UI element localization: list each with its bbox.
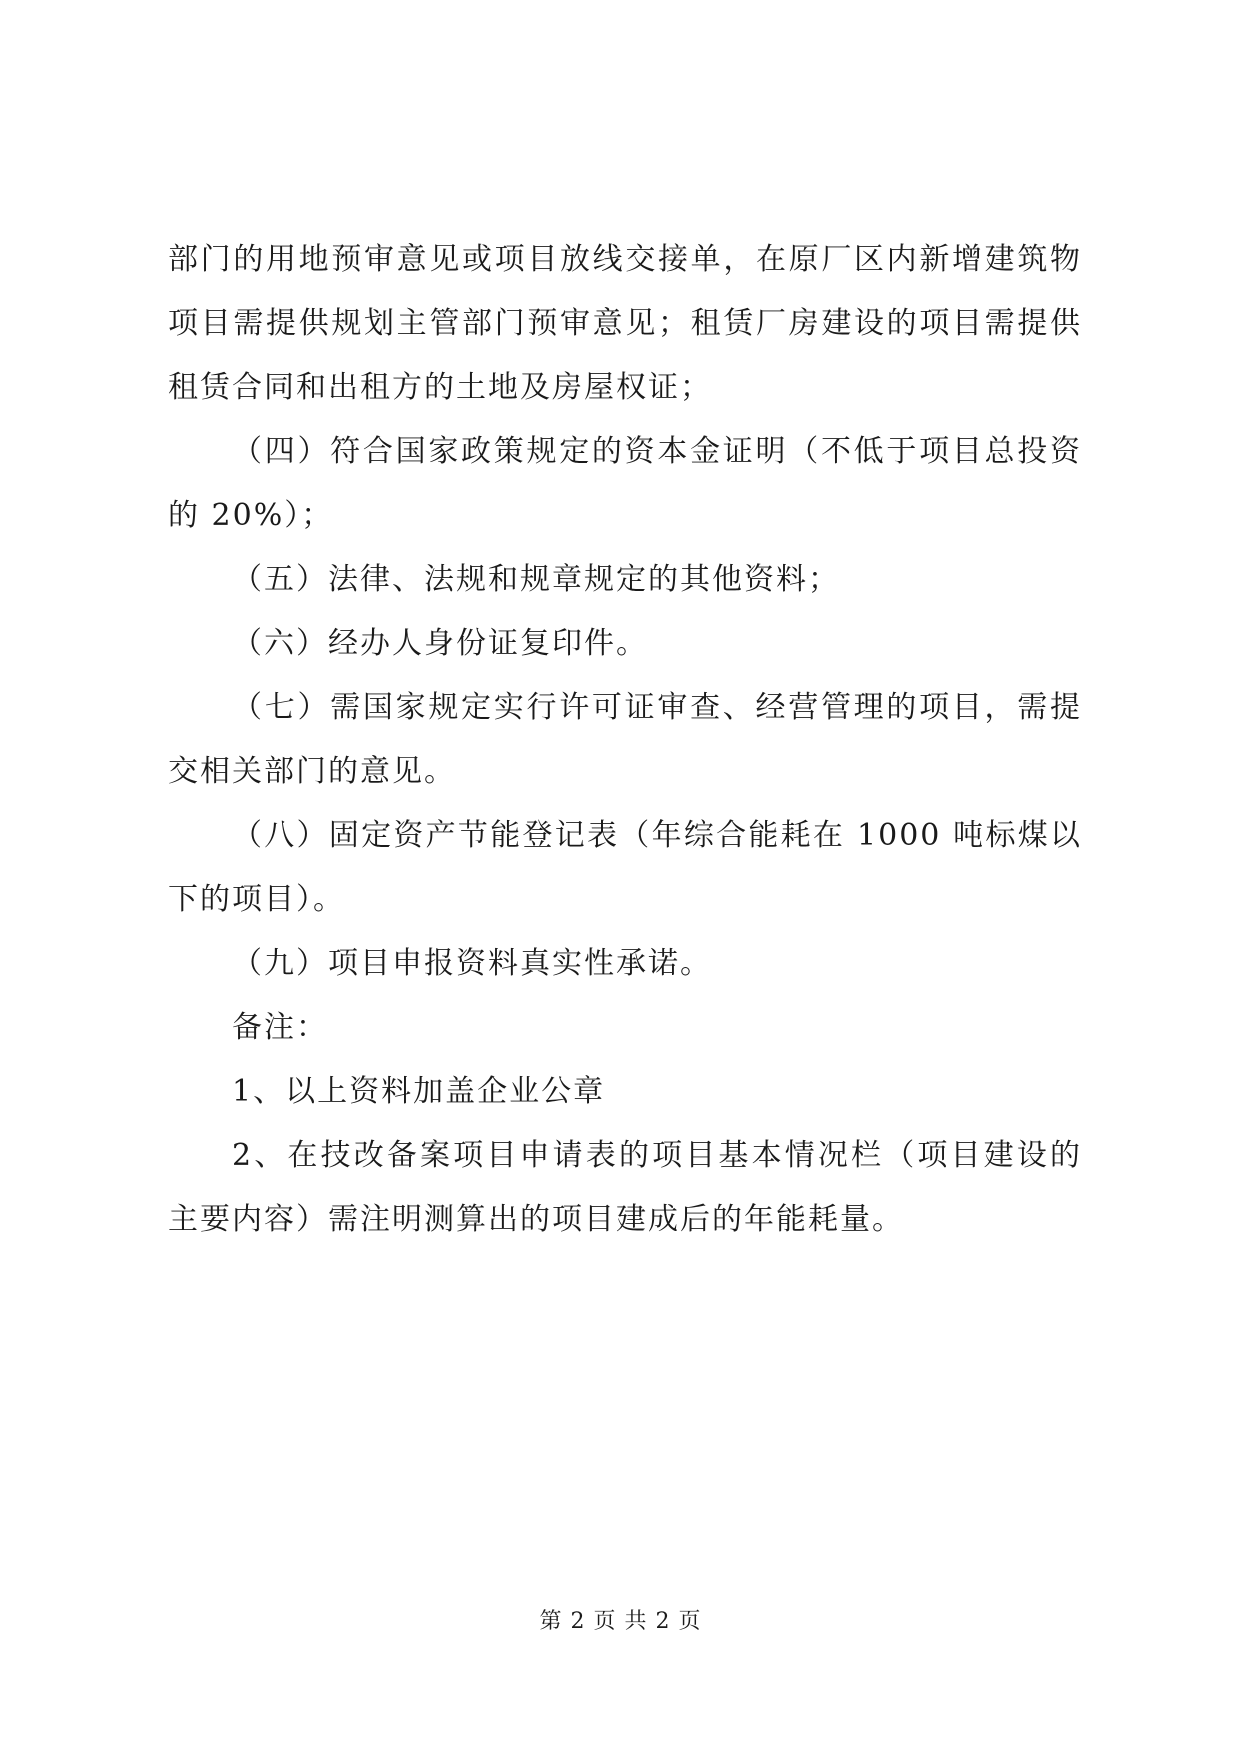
paragraph-item-9: （九）项目申报资料真实性承诺。 (232, 946, 712, 981)
document-body (168, 228, 1082, 1252)
notes-heading: 备注： (232, 1010, 328, 1045)
paragraph-continuation: 部门的用地预审意见或项目放线交接单，在原厂区内新增建筑物项目需提供规划主管部门预审意见；租赁厂房建设的项目需提供租赁合同和出租方的土地及房屋权证； (168, 242, 1082, 405)
paragraph-item-7: （七）需国家规定实行许可证审查、经营管理的项目，需提交相关部门的意见。 (168, 690, 1082, 789)
paragraph-item-8: （八）固定资产节能登记表（年综合能耗在 1000 吨标煤以下的项目）。 (168, 818, 1082, 917)
paragraph-item-5: （五）法律、法规和规章规定的其他资料； (232, 562, 840, 597)
note-2: 2、在技改备案项目申请表的项目基本情况栏（项目建设的主要内容）需注明测算出的项目建成后的年能耗量。 (168, 1138, 1082, 1237)
paragraph-item-4: （四）符合国家政策规定的资本金证明（不低于项目总投资的 20%）； (168, 434, 1082, 533)
paragraph-item-6: （六）经办人身份证复印件。 (232, 626, 648, 661)
page-footer: 第 2 页 共 2 页 (539, 1609, 702, 1634)
note-1: 1、以上资料加盖企业公章 (232, 1074, 606, 1109)
